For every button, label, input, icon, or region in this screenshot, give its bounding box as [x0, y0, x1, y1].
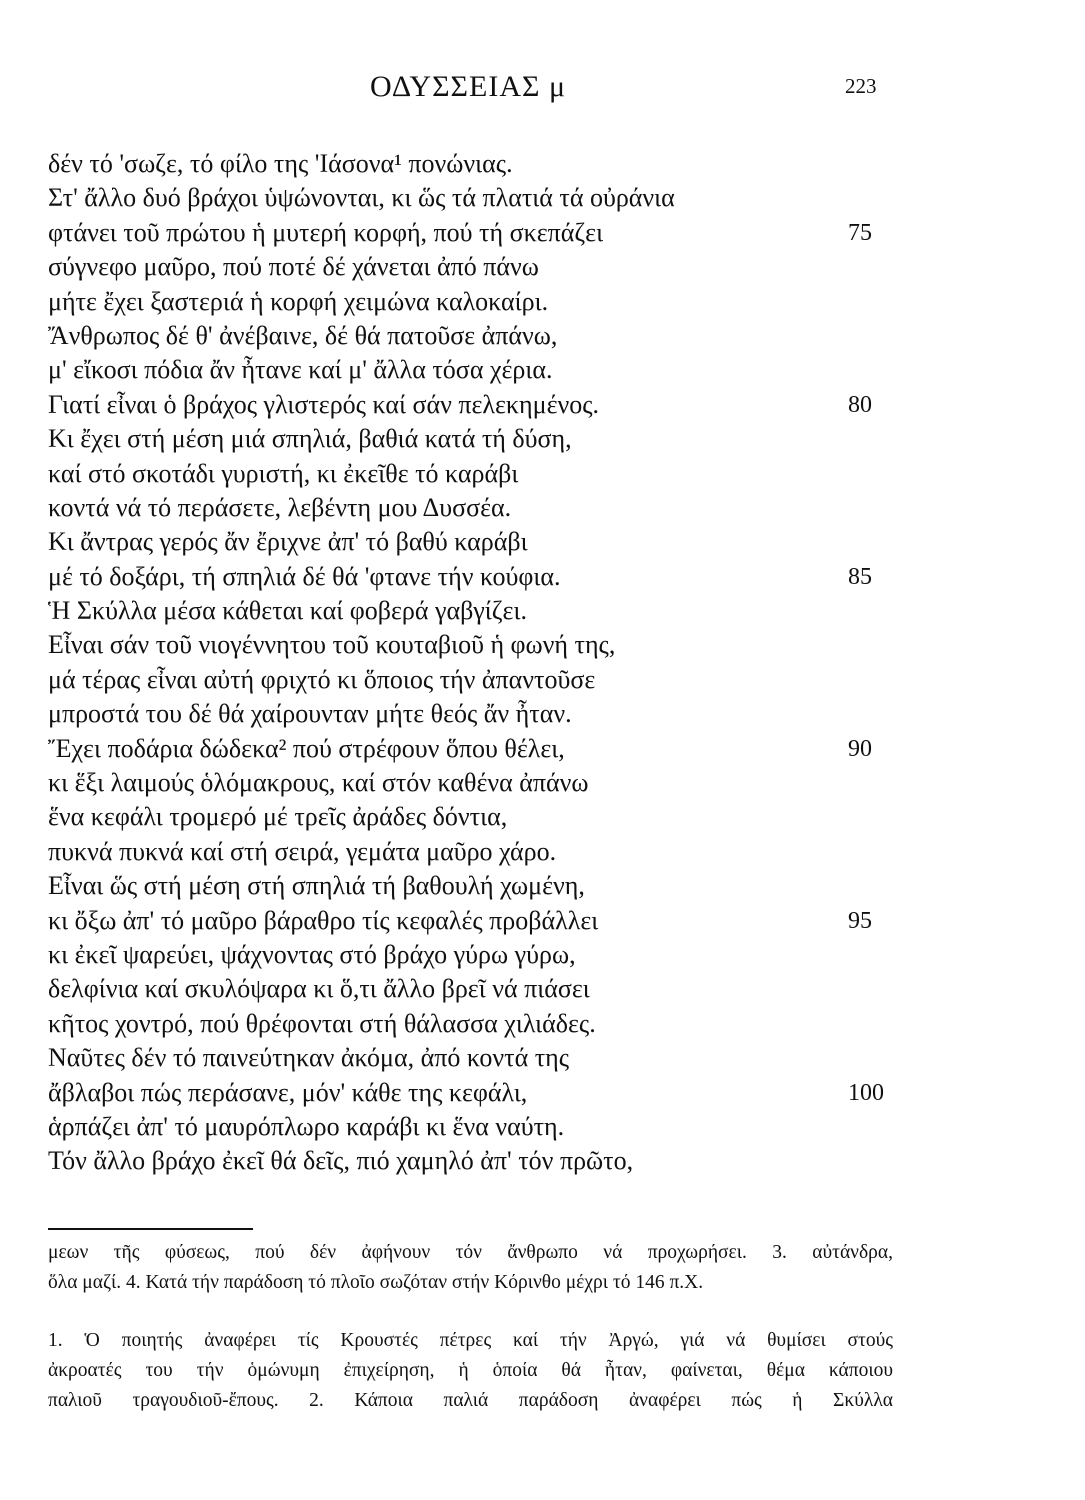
footnote-line: 1. Ὁ ποιητής ἀναφέρει τίς Κρουστές πέτρες καί τήν Ἀργώ, γιά νά θυμίσει στούς [48, 1330, 893, 1351]
page-number: 223 [845, 74, 877, 98]
verse-line [48, 457, 1008, 491]
verse-line [48, 938, 1008, 972]
verse-text: Κι ἔχει στή μέση μιά σπηλιά, βαθιά κατά τή δύση, [48, 424, 572, 454]
verse-line [48, 904, 1008, 938]
verse-text: κι ἕξι λαιμούς ὁλόμακρους, καί στόν καθένα ἀπάνω [48, 768, 589, 798]
verse-text: κοντά νά τό περάσετε, λεβέντη μου Δυσσέα. [48, 492, 512, 522]
verse-line [48, 216, 1008, 250]
verse-line [48, 594, 1008, 628]
verse-text: κι ὄξω ἀπ' τό μαῦρο βάραθρο τίς κεφαλές προβάλλει [48, 905, 599, 935]
verse-text: πυκνά πυκνά καί στή σειρά, γεμάτα μαῦρο χάρο. [48, 836, 557, 866]
verse-text: ἄβλαβοι πώς περάσανε, μόν' κάθε της κεφάλι, [48, 1077, 528, 1107]
verse-line [48, 1041, 1008, 1075]
verse-line [48, 732, 1008, 766]
footnotes-continued [48, 1238, 893, 1298]
verse-line [48, 388, 1008, 422]
verse-line [48, 628, 1008, 662]
verse-line [48, 491, 1008, 525]
footnote-rule [48, 1228, 253, 1230]
verse-line [48, 800, 1008, 834]
verse-line [48, 181, 1008, 215]
verse-line [48, 1076, 1008, 1110]
line-number: 95 [848, 907, 872, 934]
line-number: 85 [848, 563, 872, 590]
verse-text: μήτε ἔχει ξαστεριά ἡ κορφή χειμώνα καλοκαίρι. [48, 286, 549, 316]
footnote-line: μεων τῆς φύσεως, πού δέν ἀφήνουν τόν ἄνθρωπο νά προχωρήσει. 3. αὐτάνδρα, [48, 1242, 893, 1263]
verse-text: Ἔχει ποδάρια δώδεκα² πού στρέφουν ὅπου θέλει, [48, 733, 565, 763]
line-number: 75 [848, 219, 872, 246]
verse-line [48, 697, 1008, 731]
verse-line [48, 835, 1008, 869]
verse-text: μ' εἴκοσι πόδια ἄν ἦτανε καί μ' ἄλλα τόσα χέρια. [48, 355, 553, 385]
verse-text: κῆτος χοντρό, πού θρέφονται στή θάλασσα χιλιάδες. [48, 1008, 596, 1038]
verse-text: μπροστά του δέ θά χαίρουνταν μήτε θεός ἄν ἦταν. [48, 699, 572, 729]
verse-text: Ἄνθρωπος δέ θ' ἀνέβαινε, δέ θά πατοῦσε ἀπάνω, [48, 320, 558, 350]
verse-text: μά τέρας εἶναι αὐτή φριχτό κι ὅποιος τήν ἀπαντοῦσε [48, 664, 596, 694]
verse-text: ἕνα κεφάλι τρομερό μέ τρεῖς ἀράδες δόντια, [48, 802, 508, 832]
verse-line [48, 972, 1008, 1006]
verse-line [48, 1007, 1008, 1041]
verse-line [48, 285, 1008, 319]
verse-text: κι ἐκεῖ ψαρεύει, ψάχνοντας στό βράχο γύρω γύρω, [48, 939, 576, 969]
line-number: 90 [848, 735, 872, 762]
running-title: ΟΔΥΣΣΕΙΑΣ μ [370, 70, 567, 103]
verse-text: φτάνει τοῦ πρώτου ἡ μυτερή κορφή, πού τή σκεπάζει [48, 217, 604, 247]
verse-line [48, 1110, 1008, 1144]
verse-line [48, 353, 1008, 387]
verse-line [48, 250, 1008, 284]
verse-text: μέ τό δοξάρι, τή σπηλιά δέ θά 'φτανε τήν κούφια. [48, 561, 561, 591]
verse-block [48, 147, 1008, 1179]
footnotes [48, 1326, 893, 1416]
verse-text: Τόν ἄλλο βράχο ἐκεῖ θά δεῖς, πιό χαμηλό ἀπ' τόν πρῶτο, [48, 1146, 634, 1176]
verse-text: δέν τό 'σωζε, τό φίλο της 'Ιάσονα¹ πονώνιας. [48, 149, 513, 178]
verse-line [48, 663, 1008, 697]
verse-line [48, 1144, 1008, 1178]
verse-line [48, 422, 1008, 456]
verse-line [48, 147, 1008, 181]
line-number: 80 [848, 391, 872, 418]
footnote-line: ὅλα μαζί. 4. Κατά τήν παράδοση τό πλοῖο σωζόταν στήν Κόρινθο μέχρι τό 146 π.Χ. [48, 1272, 704, 1293]
verse-text: Εἶναι ὥς στή μέση στή σπηλιά τή βαθουλή χωμένη, [48, 871, 585, 901]
verse-text: καί στό σκοτάδι γυριστή, κι ἐκεῖθε τό καράβι [48, 458, 519, 488]
verse-text: Κι ἄντρας γερός ἄν ἔριχνε ἀπ' τό βαθύ καράβι [48, 527, 528, 557]
verse-text: Γιατί εἶναι ὁ βράχος γλιστερός καί σάν πελεκημένος. [48, 389, 600, 419]
verse-line [48, 525, 1008, 559]
verse-line [48, 560, 1008, 594]
verse-text: δελφίνια καί σκυλόψαρα κι ὅ,τι ἄλλο βρεῖ νά πιάσει [48, 974, 590, 1004]
line-number: 100 [848, 1079, 884, 1106]
footnote-line: παλιοῦ τραγουδιοῦ-ἔπους. 2. Κάποια παλιά παράδοση ἀναφέρει πώς ἡ Σκύλλα [48, 1390, 893, 1411]
verse-text: Στ' ἄλλο δυό βράχοι ὑψώνονται, κι ὥς τά πλατιά τά οὐράνια [48, 183, 675, 213]
verse-text: ἁρπάζει ἀπ' τό μαυρόπλωρο καράβι κι ἕνα ναύτη. [48, 1111, 565, 1141]
footnote-line: ἀκροατές του τήν ὁμώνυμη ἐπιχείρηση, ἡ ὁποία θά ἦταν, φαίνεται, θέμα κάποιου [48, 1360, 893, 1381]
verse-text: Εἶναι σάν τοῦ νιογέννητου τοῦ κουταβιοῦ ἡ φωνή της, [48, 630, 616, 660]
verse-line [48, 766, 1008, 800]
verse-text: Ἡ Σκύλλα μέσα κάθεται καί φοβερά γαβγίζει. [48, 596, 527, 626]
verse-line [48, 869, 1008, 903]
verse-line [48, 319, 1008, 353]
verse-text: σύγνεφο μαῦρο, πού ποτέ δέ χάνεται ἀπό πάνω [48, 252, 539, 282]
verse-text: Ναῦτες δέν τό παινεύτηκαν ἀκόμα, ἀπό κοντά της [48, 1043, 570, 1073]
